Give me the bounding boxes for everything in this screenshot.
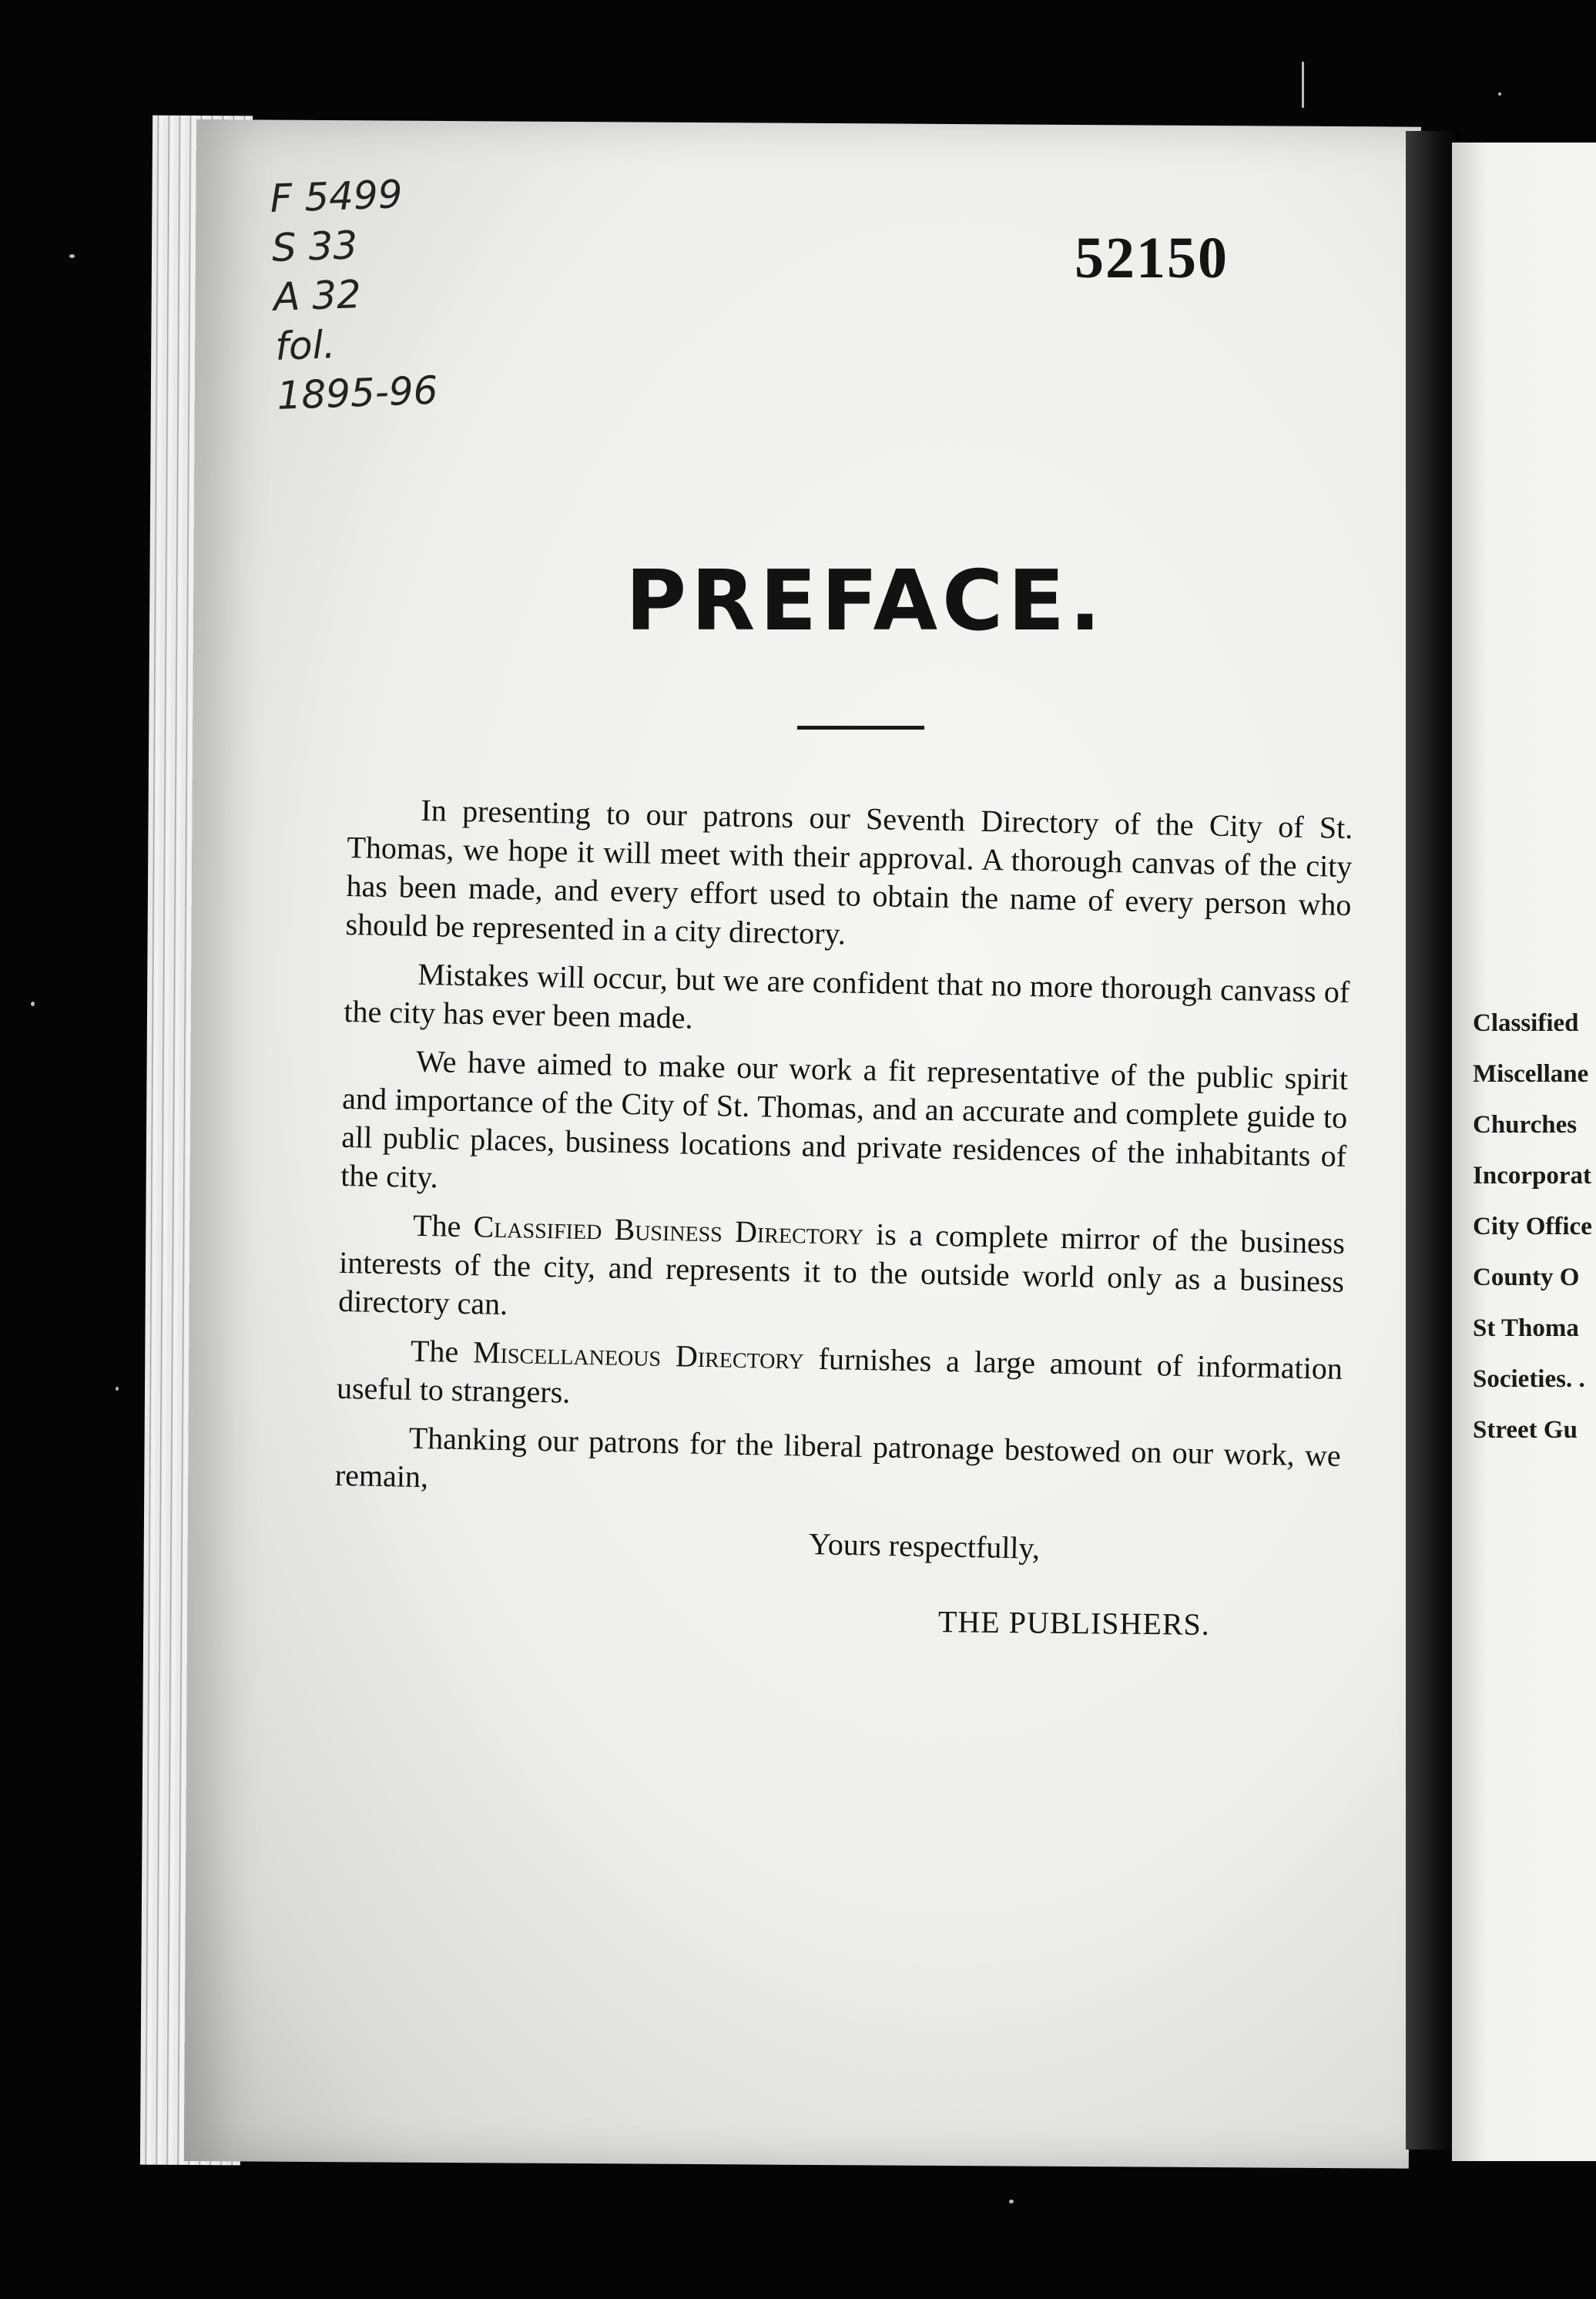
paragraph-text: Thanking our patrons for the liberal patronage bestowed on our work, we remain, — [334, 1420, 1342, 1495]
dust-speck — [69, 254, 75, 258]
dust-speck — [1009, 2200, 1014, 2203]
call-number-line: fol. — [274, 322, 337, 369]
page-title: PREFACE. — [625, 553, 1106, 649]
contents-entry: Churches — [1473, 1111, 1578, 1139]
contents-entry: City Office — [1473, 1213, 1592, 1240]
preface-paragraph — [340, 1041, 1349, 1214]
preface-paragraph — [337, 1331, 1343, 1427]
paragraph-text: We have aimed to make our work a fit representative of the public spirit and importance of the City of St. Thomas, and an accurate and complete guide to all public places, business locations and private residences of the inhabitants of the city. — [340, 1043, 1349, 1195]
dust-speck — [1302, 62, 1304, 108]
dust-speck — [116, 1387, 119, 1391]
call-number-line: 1895-96 — [276, 368, 439, 418]
paragraph-text: In presenting to our patrons our Seventh Directory of the City of St. Thomas, we hope it will meet with their approval. A thorough canvas of the city has been made, and every effort used to obtain the name of every person who should be represented in a city directory. — [345, 792, 1353, 951]
paragraph-text: The — [412, 1207, 474, 1244]
contents-entry: Societies. . — [1473, 1365, 1585, 1393]
contents-entry: Miscellane — [1473, 1060, 1589, 1088]
paragraph-text: furnishes a large amount of information useful to strangers. — [336, 1341, 1343, 1410]
paragraph-text: The — [410, 1333, 474, 1370]
facing-page-contents — [1473, 1009, 1596, 1467]
dust-speck — [1498, 92, 1501, 96]
preface-paragraph — [334, 1418, 1341, 1514]
signature: THE PUBLISHERS. — [937, 1604, 1211, 1642]
small-caps-term: Miscellaneous Directory — [472, 1334, 805, 1376]
paragraph-text: Mistakes will occur, but we are confident that no more thorough canvass of the city has ever been made. — [344, 956, 1350, 1035]
contents-entry: Street Gu — [1473, 1416, 1578, 1444]
preface-paragraph — [344, 954, 1350, 1050]
contents-entry: St Thoma — [1473, 1314, 1579, 1342]
preface-paragraph — [338, 1205, 1346, 1340]
closing-line: Yours respectfully, — [808, 1526, 1041, 1566]
preface-body — [334, 790, 1353, 1524]
contents-entry: Incorporat — [1473, 1162, 1591, 1190]
title-rule — [797, 726, 924, 730]
accession-number: 52150 — [1075, 226, 1229, 290]
call-number-line: S 33 — [270, 223, 359, 270]
contents-entry: Classified — [1473, 1009, 1579, 1037]
call-number-line: F 5499 — [269, 172, 404, 221]
small-caps-term: Classified Business Directory — [473, 1209, 864, 1251]
dust-speck — [31, 1002, 35, 1006]
call-number-line: A 32 — [273, 271, 362, 320]
paragraph-text: is a complete mirror of the business interests of the city, and represents it to the outside world only as a business directory can. — [337, 1216, 1346, 1322]
contents-entry: County O — [1473, 1264, 1580, 1291]
handwritten-call-number — [270, 165, 540, 421]
preface-paragraph — [345, 790, 1353, 963]
